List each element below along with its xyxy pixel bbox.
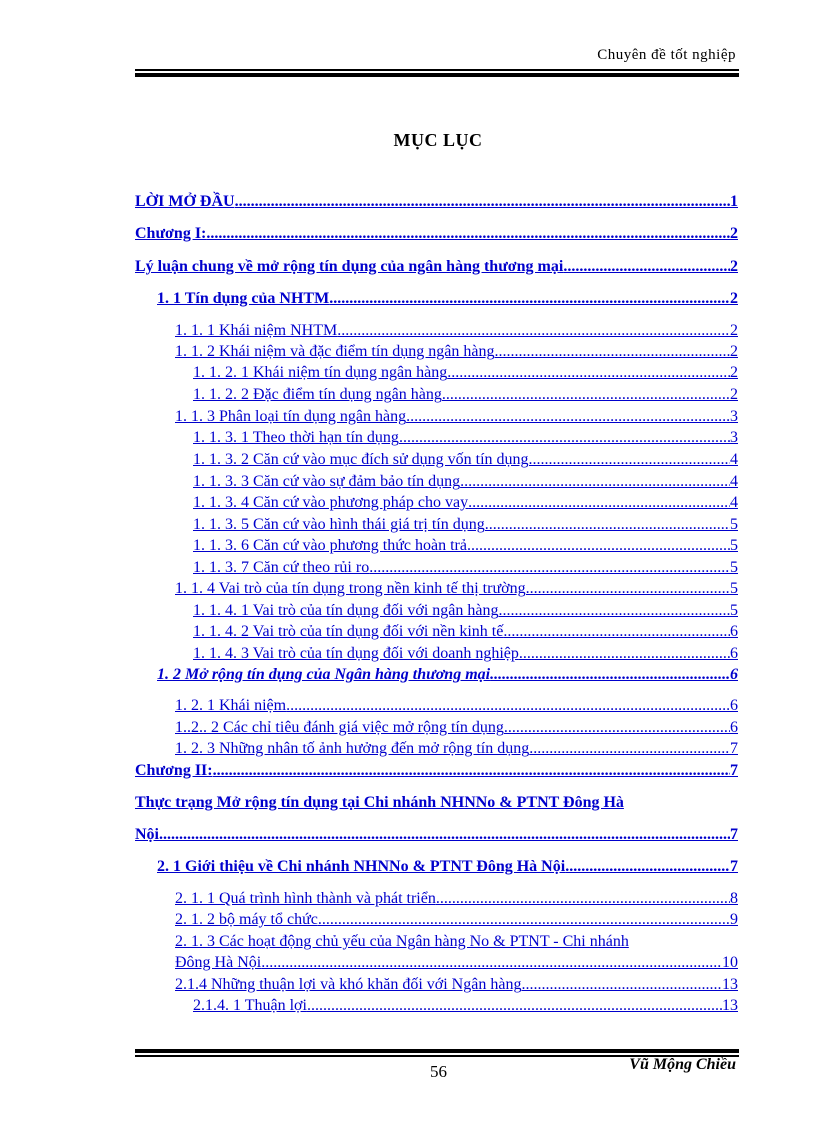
toc-entry-page: 5	[730, 516, 738, 533]
toc-entry-1-1[interactable]	[157, 290, 738, 308]
toc-entry-text: 1. 1 Tín dụng của NHTM	[157, 290, 330, 307]
toc-entry-1-2-1[interactable]	[175, 697, 738, 715]
toc-entry-page: 7	[730, 762, 738, 779]
toc-entry-1-1-3-6[interactable]	[193, 537, 738, 555]
toc-entry-page: 9	[730, 911, 738, 928]
toc-entry-text: 1. 1. 1 Khái niệm NHTM	[175, 322, 338, 339]
toc-entry-text: 1. 1. 2. 1 Khái niệm tín dụng ngân hàng	[193, 364, 448, 381]
toc-entry-2-1-1[interactable]	[175, 890, 738, 908]
toc-entry-text: 2. 1. 2 bộ máy tổ chức	[175, 911, 318, 928]
toc-entry-text: 1. 1. 4. 2 Vai trò của tín dụng đối với nền kinh tế	[193, 623, 504, 640]
toc-entry-page: 7	[730, 740, 738, 757]
toc-entry-1-1-3-3[interactable]	[193, 473, 738, 491]
toc-entry-text: Đông Hà Nội	[175, 954, 262, 971]
toc-entry-1-1-3-2[interactable]	[193, 451, 738, 469]
toc-entry-page: 7	[730, 858, 738, 875]
toc-entry-text: 1..2.. 2 Các chỉ tiêu đánh giá việc mở rộng tín dụng	[175, 719, 504, 736]
toc-entry-text: 2. 1. 1 Quá trình hình thành và phát triển	[175, 890, 436, 907]
toc-entry-chuong-1[interactable]	[135, 225, 738, 243]
toc-entry-text: 2.1.4 Những thuận lợi và khó khăn đối với Ngân hàng	[175, 976, 522, 993]
toc-entry-page: 6	[730, 697, 738, 714]
toc-entry-text: 1. 2 Mở rộng tín dụng của Ngân hàng thương mại	[157, 666, 491, 683]
toc-entry-thuc-trang[interactable]	[135, 794, 738, 812]
toc-entry-chuong-2[interactable]	[135, 762, 738, 780]
toc-entry-text: Nội	[135, 826, 159, 843]
author-name: Vũ Mộng Chiều	[629, 1056, 736, 1073]
toc-entry-text: 1. 1. 3 Phân loại tín dụng ngân hàng	[175, 408, 407, 425]
toc-entry-text: 1. 1. 4. 1 Vai trò của tín dụng đối với ngân hàng	[193, 602, 499, 619]
page-title: MỤC LỤC	[393, 130, 483, 150]
toc-entry-text: 1. 1. 4. 3 Vai trò của tín dụng đối với doanh nghiệp	[193, 645, 519, 662]
toc-entry-page: 4	[730, 494, 738, 511]
toc-entry-page: 2	[730, 290, 738, 307]
toc-entry-thuc-trang-cont[interactable]	[135, 826, 738, 844]
toc-entry-text: 1. 1. 3. 7 Căn cứ theo rủi ro	[193, 559, 370, 576]
toc-entry-page: 2	[730, 225, 738, 242]
toc-entry-page: 2	[730, 322, 738, 339]
toc-entry-1-1-4-2[interactable]	[193, 623, 738, 641]
toc-entry-loi-mo-dau[interactable]	[135, 193, 738, 211]
toc-entry-1-1-2-1[interactable]	[193, 364, 738, 382]
toc-entry-2-1-4[interactable]	[175, 976, 738, 994]
toc-entry-page: 6	[730, 623, 738, 640]
toc-entry-text: 2.1.4. 1 Thuận lợi	[193, 997, 307, 1014]
toc-entry-1-1-4[interactable]	[175, 580, 738, 598]
toc-entry-2-1-4-1[interactable]	[193, 997, 738, 1015]
toc-entry-page: 2	[730, 364, 738, 381]
footer-rule-thick	[135, 1049, 739, 1053]
toc-entry-page: 1	[730, 193, 738, 210]
toc-entry-text: Thực trạng Mở rộng tín dụng tại Chi nhánh NHNNo & PTNT Đông Hà	[135, 794, 624, 811]
toc-entry-1-1-1[interactable]	[175, 322, 738, 340]
toc-entry-1-2-2[interactable]	[175, 719, 738, 737]
toc-entry-text: 1. 1. 4 Vai trò của tín dụng trong nền kinh tế thị trường	[175, 580, 526, 597]
toc-entry-page: 4	[730, 451, 738, 468]
toc-entry-1-1-2-2[interactable]	[193, 386, 738, 404]
toc-entry-1-1-2[interactable]	[175, 343, 738, 361]
toc-entry-2-1[interactable]	[157, 858, 738, 876]
toc-entry-text: 1. 2. 3 Những nhân tố ảnh hưởng đến mở rộng tín dụng	[175, 740, 530, 757]
toc-entry-text: 2. 1 Giới thiệu về Chi nhánh NHNNo & PTNT Đông Hà Nội	[157, 858, 566, 875]
toc-entry-page: 8	[730, 890, 738, 907]
toc-entry-page: 5	[730, 559, 738, 576]
toc-entry-1-1-3[interactable]	[175, 408, 738, 426]
toc-entry-2-1-2[interactable]	[175, 911, 738, 929]
toc-entry-1-1-4-3[interactable]	[193, 645, 738, 663]
toc-entry-2-1-3[interactable]	[175, 933, 738, 951]
toc-entry-page: 13	[722, 997, 738, 1014]
toc-entry-text: Chương II:	[135, 762, 213, 779]
toc-entry-text: 1. 1. 2 Khái niệm và đặc điểm tín dụng ngân hàng	[175, 343, 495, 360]
toc-entry-page: 3	[730, 408, 738, 425]
toc-entry-1-1-4-1[interactable]	[193, 602, 738, 620]
toc-entry-ly-luan-chung[interactable]	[135, 258, 738, 276]
toc-entry-page: 6	[730, 645, 738, 662]
toc-entry-1-1-3-7[interactable]	[193, 559, 738, 577]
header-rule	[135, 69, 739, 71]
toc-entry-text: 1. 1. 2. 2 Đặc điểm tín dụng ngân hàng	[193, 386, 442, 403]
toc-entry-text: 1. 1. 3. 5 Căn cứ vào hình thái giá trị tín dụng	[193, 516, 485, 533]
toc-entry-1-1-3-5[interactable]	[193, 516, 738, 534]
toc-entry-page: 10	[722, 954, 738, 971]
toc-entry-page: 6	[730, 719, 738, 736]
toc-entry-page: 3	[730, 429, 738, 446]
toc-entry-page: 2	[730, 343, 738, 360]
header-rule-thick	[135, 73, 739, 77]
toc-entry-text: Lý luận chung về mở rộng tín dụng của ngân hàng thương mại	[135, 258, 564, 275]
toc-entry-page: 6	[730, 666, 738, 683]
toc-entry-1-2[interactable]	[157, 666, 738, 684]
toc-entry-page: 7	[730, 826, 738, 843]
toc-entry-text: 1. 2. 1 Khái niệm	[175, 697, 287, 714]
toc-entry-text: Chương I:	[135, 225, 207, 242]
toc-entry-text: 1. 1. 3. 3 Căn cứ vào sự đảm bảo tín dụng	[193, 473, 461, 490]
toc-entry-text: 1. 1. 3. 2 Căn cứ vào mục đích sử dụng vốn tín dụng	[193, 451, 529, 468]
header-title: Chuyên đề tốt nghiệp	[597, 47, 736, 63]
page-number: 56	[430, 1062, 447, 1081]
toc-entry-page: 2	[730, 258, 738, 275]
toc-entry-page: 2	[730, 386, 738, 403]
toc-entry-text: 1. 1. 3. 1 Theo thời hạn tín dụng	[193, 429, 399, 446]
toc-entry-1-1-3-4[interactable]	[193, 494, 738, 512]
toc-entry-1-2-3[interactable]	[175, 740, 738, 758]
toc-entry-2-1-3-cont[interactable]	[175, 954, 738, 972]
toc-entry-1-1-3-1[interactable]	[193, 429, 738, 447]
toc-entry-page: 5	[730, 580, 738, 597]
toc-entry-text: 1. 1. 3. 4 Căn cứ vào phương pháp cho vay	[193, 494, 469, 511]
toc-entry-text: 2. 1. 3 Các hoạt động chủ yếu của Ngân hàng No & PTNT - Chi nhánh	[175, 933, 629, 950]
toc-entry-page: 5	[730, 602, 738, 619]
toc-entry-text: 1. 1. 3. 6 Căn cứ vào phương thức hoàn trả	[193, 537, 467, 554]
toc-entry-page: 4	[730, 473, 738, 490]
toc-entry-text: LỜI MỞ ĐẦU	[135, 193, 235, 210]
toc-entry-page: 13	[722, 976, 738, 993]
toc-entry-page: 5	[730, 537, 738, 554]
